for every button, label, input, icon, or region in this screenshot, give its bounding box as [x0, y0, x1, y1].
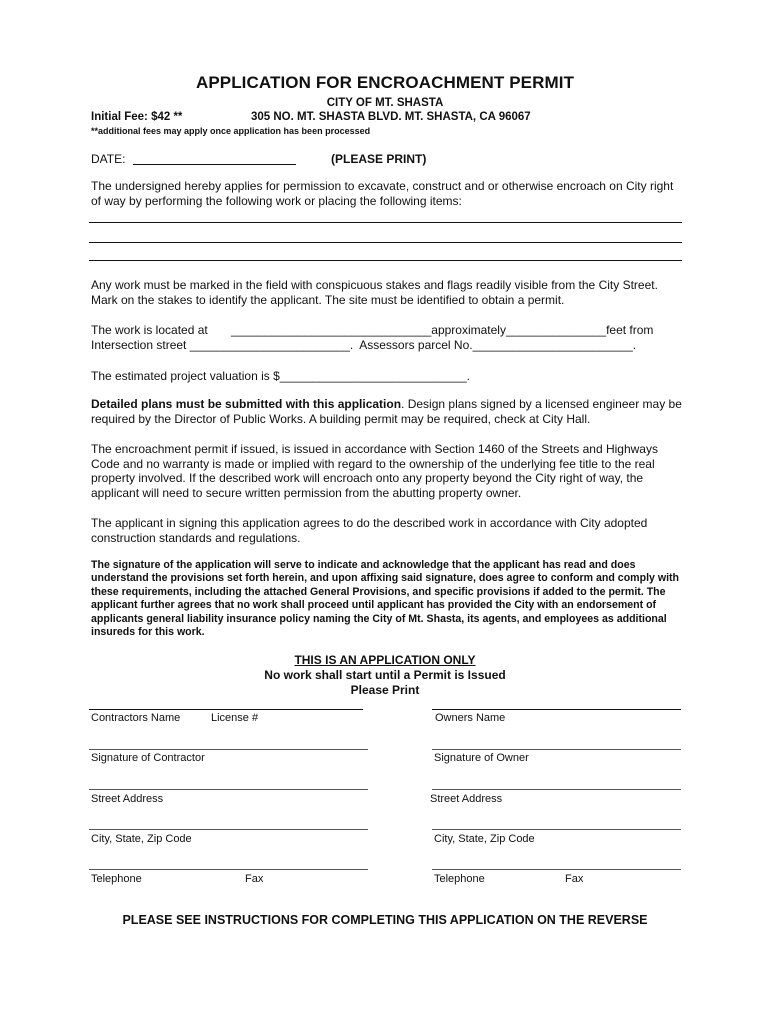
contractor-phone-field[interactable] [89, 869, 368, 870]
license-label: License # [211, 712, 259, 724]
city-state-zip-right-label: City, State, Zip Code [434, 833, 535, 845]
telephone-right-label: Telephone [434, 873, 485, 885]
initial-fee: Initial Fee: $42 ** [91, 111, 183, 123]
work-description-line-1[interactable] [89, 222, 682, 223]
city-name: CITY OF MT. SHASTA [326, 97, 444, 109]
reverse-instructions-footer: PLEASE SEE INSTRUCTIONS FOR COMPLETING THIS APPLICATION ON THE REVERSE [122, 913, 648, 927]
no-work-notice: No work shall start until a Permit is Issued [264, 668, 506, 682]
please-print-notice: Please Print [350, 683, 420, 697]
owners-name-label: Owners Name [435, 712, 506, 724]
location-line-1[interactable]: The work is located at ______________________________approximately_______________feet from [91, 323, 654, 337]
owner-street-field[interactable] [432, 789, 681, 790]
fax-right-label: Fax [565, 873, 584, 885]
signature-notice: The signature of the application will serve to indicate and acknowledge that the applicant has read and does understand the provisions set forth herein, and upon affixing said signature, does agree to conform and comply with these requirements, including the attached General Provisions, and specific provisions if added to the permit. The applicant further agrees that no work shall proceed until applicant has provided the City with an endorsement of applicants general liability insurance policy naming the City of Mt. Shasta, its agents, and employees as additional insureds for this work. [91, 559, 680, 639]
date-field[interactable] [133, 164, 296, 165]
work-description-line-2[interactable] [89, 242, 682, 243]
agreement-text: The applicant in signing this application agrees to do the described work in accordance with City adopted construction standards and regulations. [91, 516, 648, 545]
marking-text: Any work must be marked in the field with conspicuous stakes and flags readily visible from the City Street. Mark on the stakes to identify the applicant. The site must be identified to obtain a permit. [91, 278, 658, 307]
contractor-signature-field[interactable] [89, 749, 368, 750]
owner-phone-field[interactable] [432, 869, 681, 870]
plans-text [91, 397, 686, 426]
work-description-line-3[interactable] [89, 260, 682, 261]
telephone-left-label: Telephone [91, 873, 142, 885]
signature-owner-label: Signature of Owner [434, 752, 529, 764]
intro-text: The undersigned hereby applies for permission to excavate, construct and or otherwise encroach on City right of way by performing the following work or placing the following items: [91, 179, 674, 208]
contractor-name-field[interactable] [89, 709, 363, 710]
contractors-name-label: Contractors Name [91, 712, 181, 724]
owner-name-field[interactable] [432, 709, 681, 710]
page-title: APPLICATION FOR ENCROACHMENT PERMIT [195, 73, 575, 92]
signature-contractor-label: Signature of Contractor [91, 752, 205, 764]
fax-left-label: Fax [245, 873, 264, 885]
street-address-right-label: Street Address [430, 793, 503, 805]
contractor-street-field[interactable] [89, 789, 368, 790]
owner-signature-field[interactable] [432, 749, 681, 750]
plans-bold: Detailed plans must be submitted with this application [91, 397, 402, 411]
city-state-zip-left-label: City, State, Zip Code [91, 833, 192, 845]
contractor-city-field[interactable] [89, 829, 368, 830]
application-only-notice: THIS IS AN APPLICATION ONLY [294, 653, 476, 667]
please-print-label: (PLEASE PRINT) [331, 152, 427, 166]
date-label: DATE: [91, 152, 126, 166]
section-1460-text: The encroachment permit if issued, is issued in accordance with Section 1460 of the Streets and Highways Code and no warranty is made or implied with regard to the ownership of the underlying fee title to the real property involved. If the described work will encroach onto any property beyond the City right of way, the applicant will need to secure written permission from the abutting property owner. [91, 442, 658, 500]
street-address-left-label: Street Address [91, 793, 164, 805]
owner-city-field[interactable] [432, 829, 681, 830]
valuation-text[interactable]: The estimated project valuation is $____________________________. [91, 369, 470, 383]
city-address: 305 NO. MT. SHASTA BLVD. MT. SHASTA, CA 96067 [251, 111, 531, 123]
plans-rest: . Design plans signed by a licensed engineer may be required by the Director of Public Works. A building permit may be required, check at City Hall. [91, 397, 682, 426]
fee-note: **additional fees may apply once application has been processed [91, 126, 371, 136]
location-line-2[interactable]: Intersection street ________________________. Assessors parcel No.________________________. [91, 338, 637, 352]
